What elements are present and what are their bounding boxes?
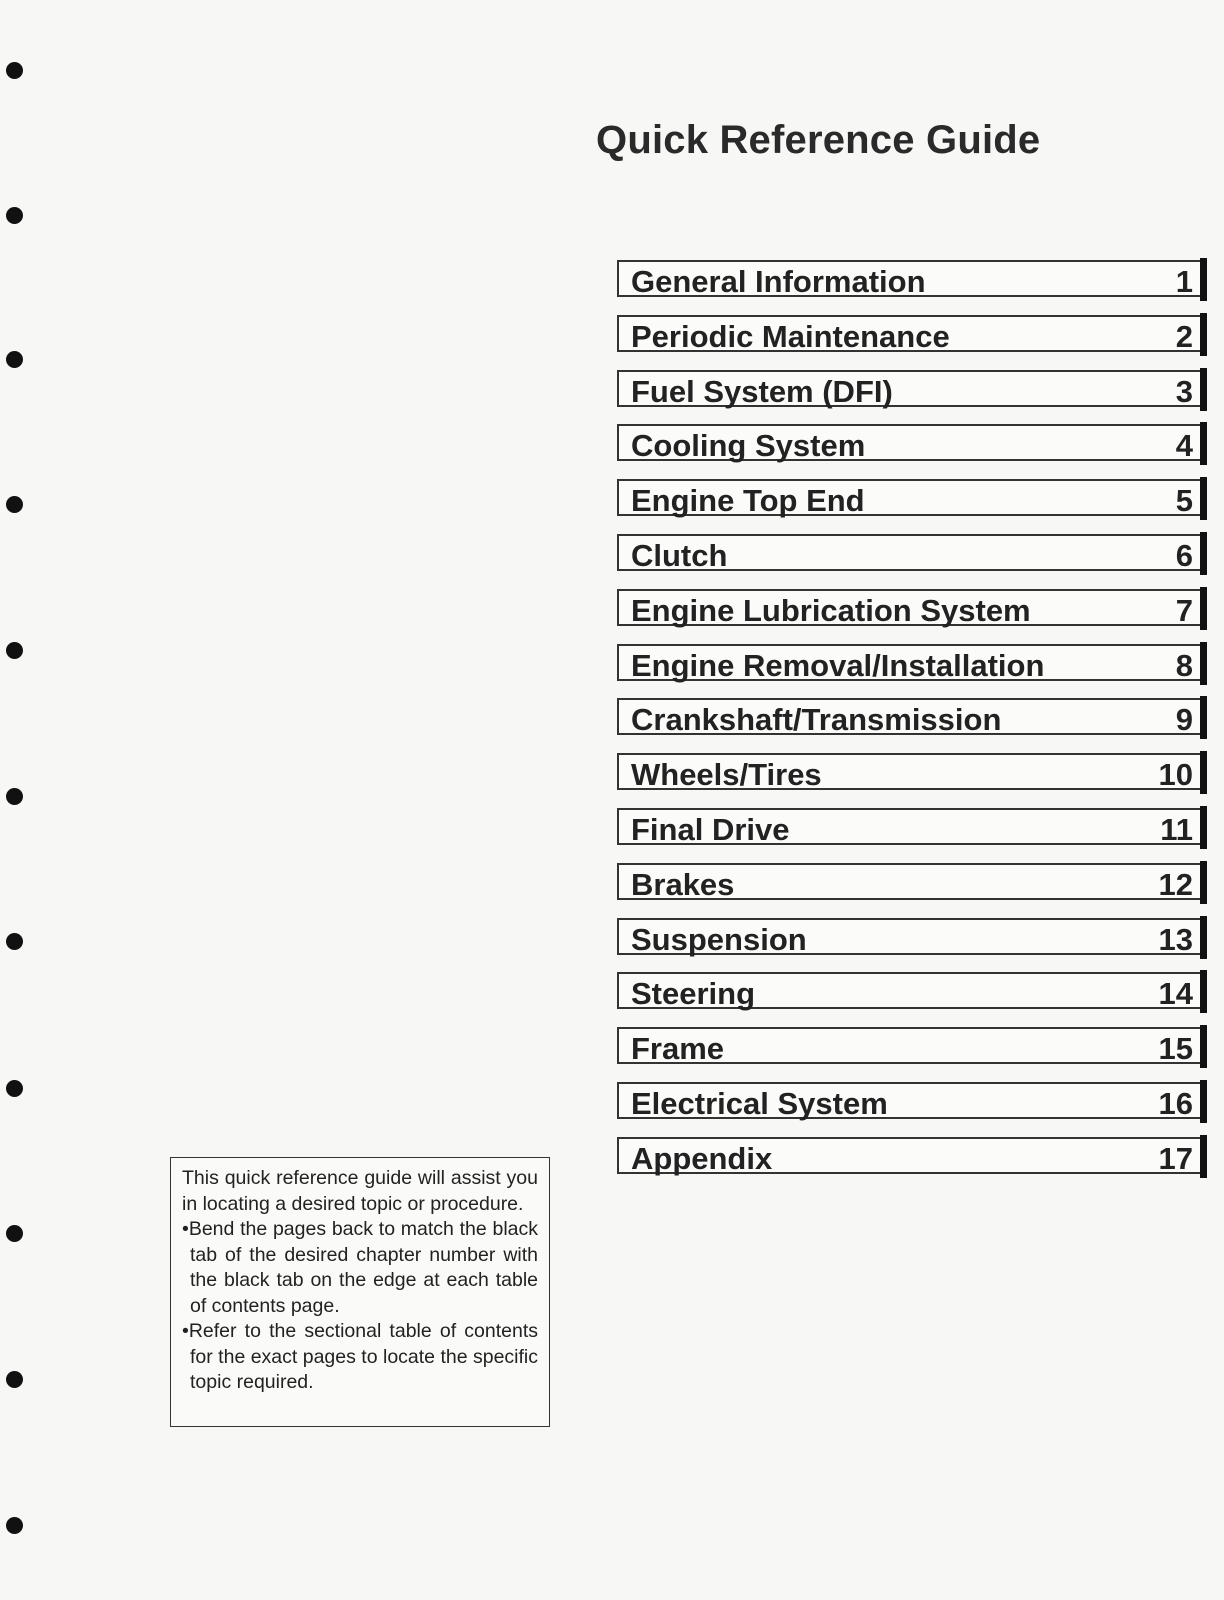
chapter-label: Cooling System xyxy=(631,428,866,464)
chapter-tab-12[interactable] xyxy=(617,863,1207,900)
chapter-label: Frame xyxy=(631,1031,725,1067)
chapter-label: Electrical System xyxy=(631,1085,888,1121)
chapter-tab-9[interactable] xyxy=(617,698,1207,738)
chapter-label: Crankshaft/Transmission xyxy=(631,702,1002,738)
chapter-tab-8[interactable] xyxy=(617,644,1207,681)
binder-hole xyxy=(6,207,23,224)
binder-hole xyxy=(6,788,23,805)
chapter-label: Engine Removal/Installation xyxy=(631,647,1045,683)
chapter-tab-1[interactable] xyxy=(617,260,1207,297)
chapter-tab-4[interactable] xyxy=(617,424,1207,464)
page-title: Quick Reference Guide xyxy=(596,118,1041,162)
chapter-number: 16 xyxy=(1158,1085,1193,1121)
chapter-tab-17[interactable] xyxy=(617,1137,1207,1174)
chapter-tab-5[interactable] xyxy=(617,479,1207,519)
binder-hole xyxy=(6,1080,23,1097)
chapter-tab-2[interactable] xyxy=(617,315,1207,352)
binder-hole xyxy=(6,642,23,659)
chapter-label: Brakes xyxy=(631,866,735,902)
chapter-index xyxy=(617,260,1207,1192)
binder-hole xyxy=(6,62,23,79)
chapter-label: Suspension xyxy=(631,921,807,957)
chapter-tab-13[interactable] xyxy=(617,918,1207,955)
binder-hole xyxy=(6,1371,23,1388)
chapter-number: 7 xyxy=(1175,592,1193,628)
chapter-tab-6[interactable] xyxy=(617,534,1207,571)
chapter-number: 6 xyxy=(1175,537,1193,573)
chapter-number: 9 xyxy=(1175,702,1193,738)
chapter-label: Clutch xyxy=(631,537,728,573)
chapter-label: Engine Lubrication System xyxy=(631,592,1031,628)
chapter-number: 4 xyxy=(1175,428,1193,464)
chapter-number: 2 xyxy=(1175,318,1193,354)
chapter-number: 3 xyxy=(1175,373,1193,409)
chapter-label: Steering xyxy=(631,976,756,1012)
chapter-number: 5 xyxy=(1175,483,1193,519)
binder-hole xyxy=(6,933,23,950)
chapter-tab-16[interactable] xyxy=(617,1082,1207,1119)
chapter-number: 8 xyxy=(1175,647,1193,683)
chapter-tab-14[interactable] xyxy=(617,972,1207,1012)
chapter-number: 11 xyxy=(1160,811,1193,847)
chapter-label: Wheels/Tires xyxy=(631,757,822,793)
chapter-label: Engine Top End xyxy=(631,483,865,519)
note-bullet: •Refer to the sectional table of contents for the exact pages to locate the specific topic required. xyxy=(182,1320,538,1393)
chapter-tab-7[interactable] xyxy=(617,589,1207,626)
chapter-number: 14 xyxy=(1158,976,1193,1012)
usage-note-box xyxy=(170,1157,550,1427)
chapter-label: Final Drive xyxy=(631,811,790,847)
chapter-number: 13 xyxy=(1158,921,1193,957)
binder-hole xyxy=(6,496,23,513)
chapter-number: 12 xyxy=(1158,866,1193,902)
chapter-label: General Information xyxy=(631,264,926,299)
chapter-tab-11[interactable] xyxy=(617,808,1207,845)
chapter-tab-15[interactable] xyxy=(617,1027,1207,1067)
chapter-label: Periodic Maintenance xyxy=(631,318,950,354)
chapter-number: 17 xyxy=(1158,1140,1193,1176)
chapter-number: 10 xyxy=(1158,757,1193,793)
binder-hole xyxy=(6,1517,23,1534)
binder-hole xyxy=(6,1225,23,1242)
note-bullet: •Bend the pages back to match the black tab of the desired chapter number with the black tab on the edge at each table of contents page. xyxy=(182,1218,538,1317)
chapter-label: Appendix xyxy=(631,1140,773,1176)
chapter-label: Fuel System (DFI) xyxy=(631,373,893,409)
binder-holes xyxy=(0,0,40,1600)
chapter-tab-3[interactable] xyxy=(617,370,1207,407)
chapter-tab-10[interactable] xyxy=(617,753,1207,793)
chapter-number: 15 xyxy=(1158,1031,1193,1067)
note-intro: This quick reference guide will assist you in locating a desired topic or procedure. xyxy=(182,1167,538,1215)
chapter-number: 1 xyxy=(1175,264,1193,299)
binder-hole xyxy=(6,351,23,368)
